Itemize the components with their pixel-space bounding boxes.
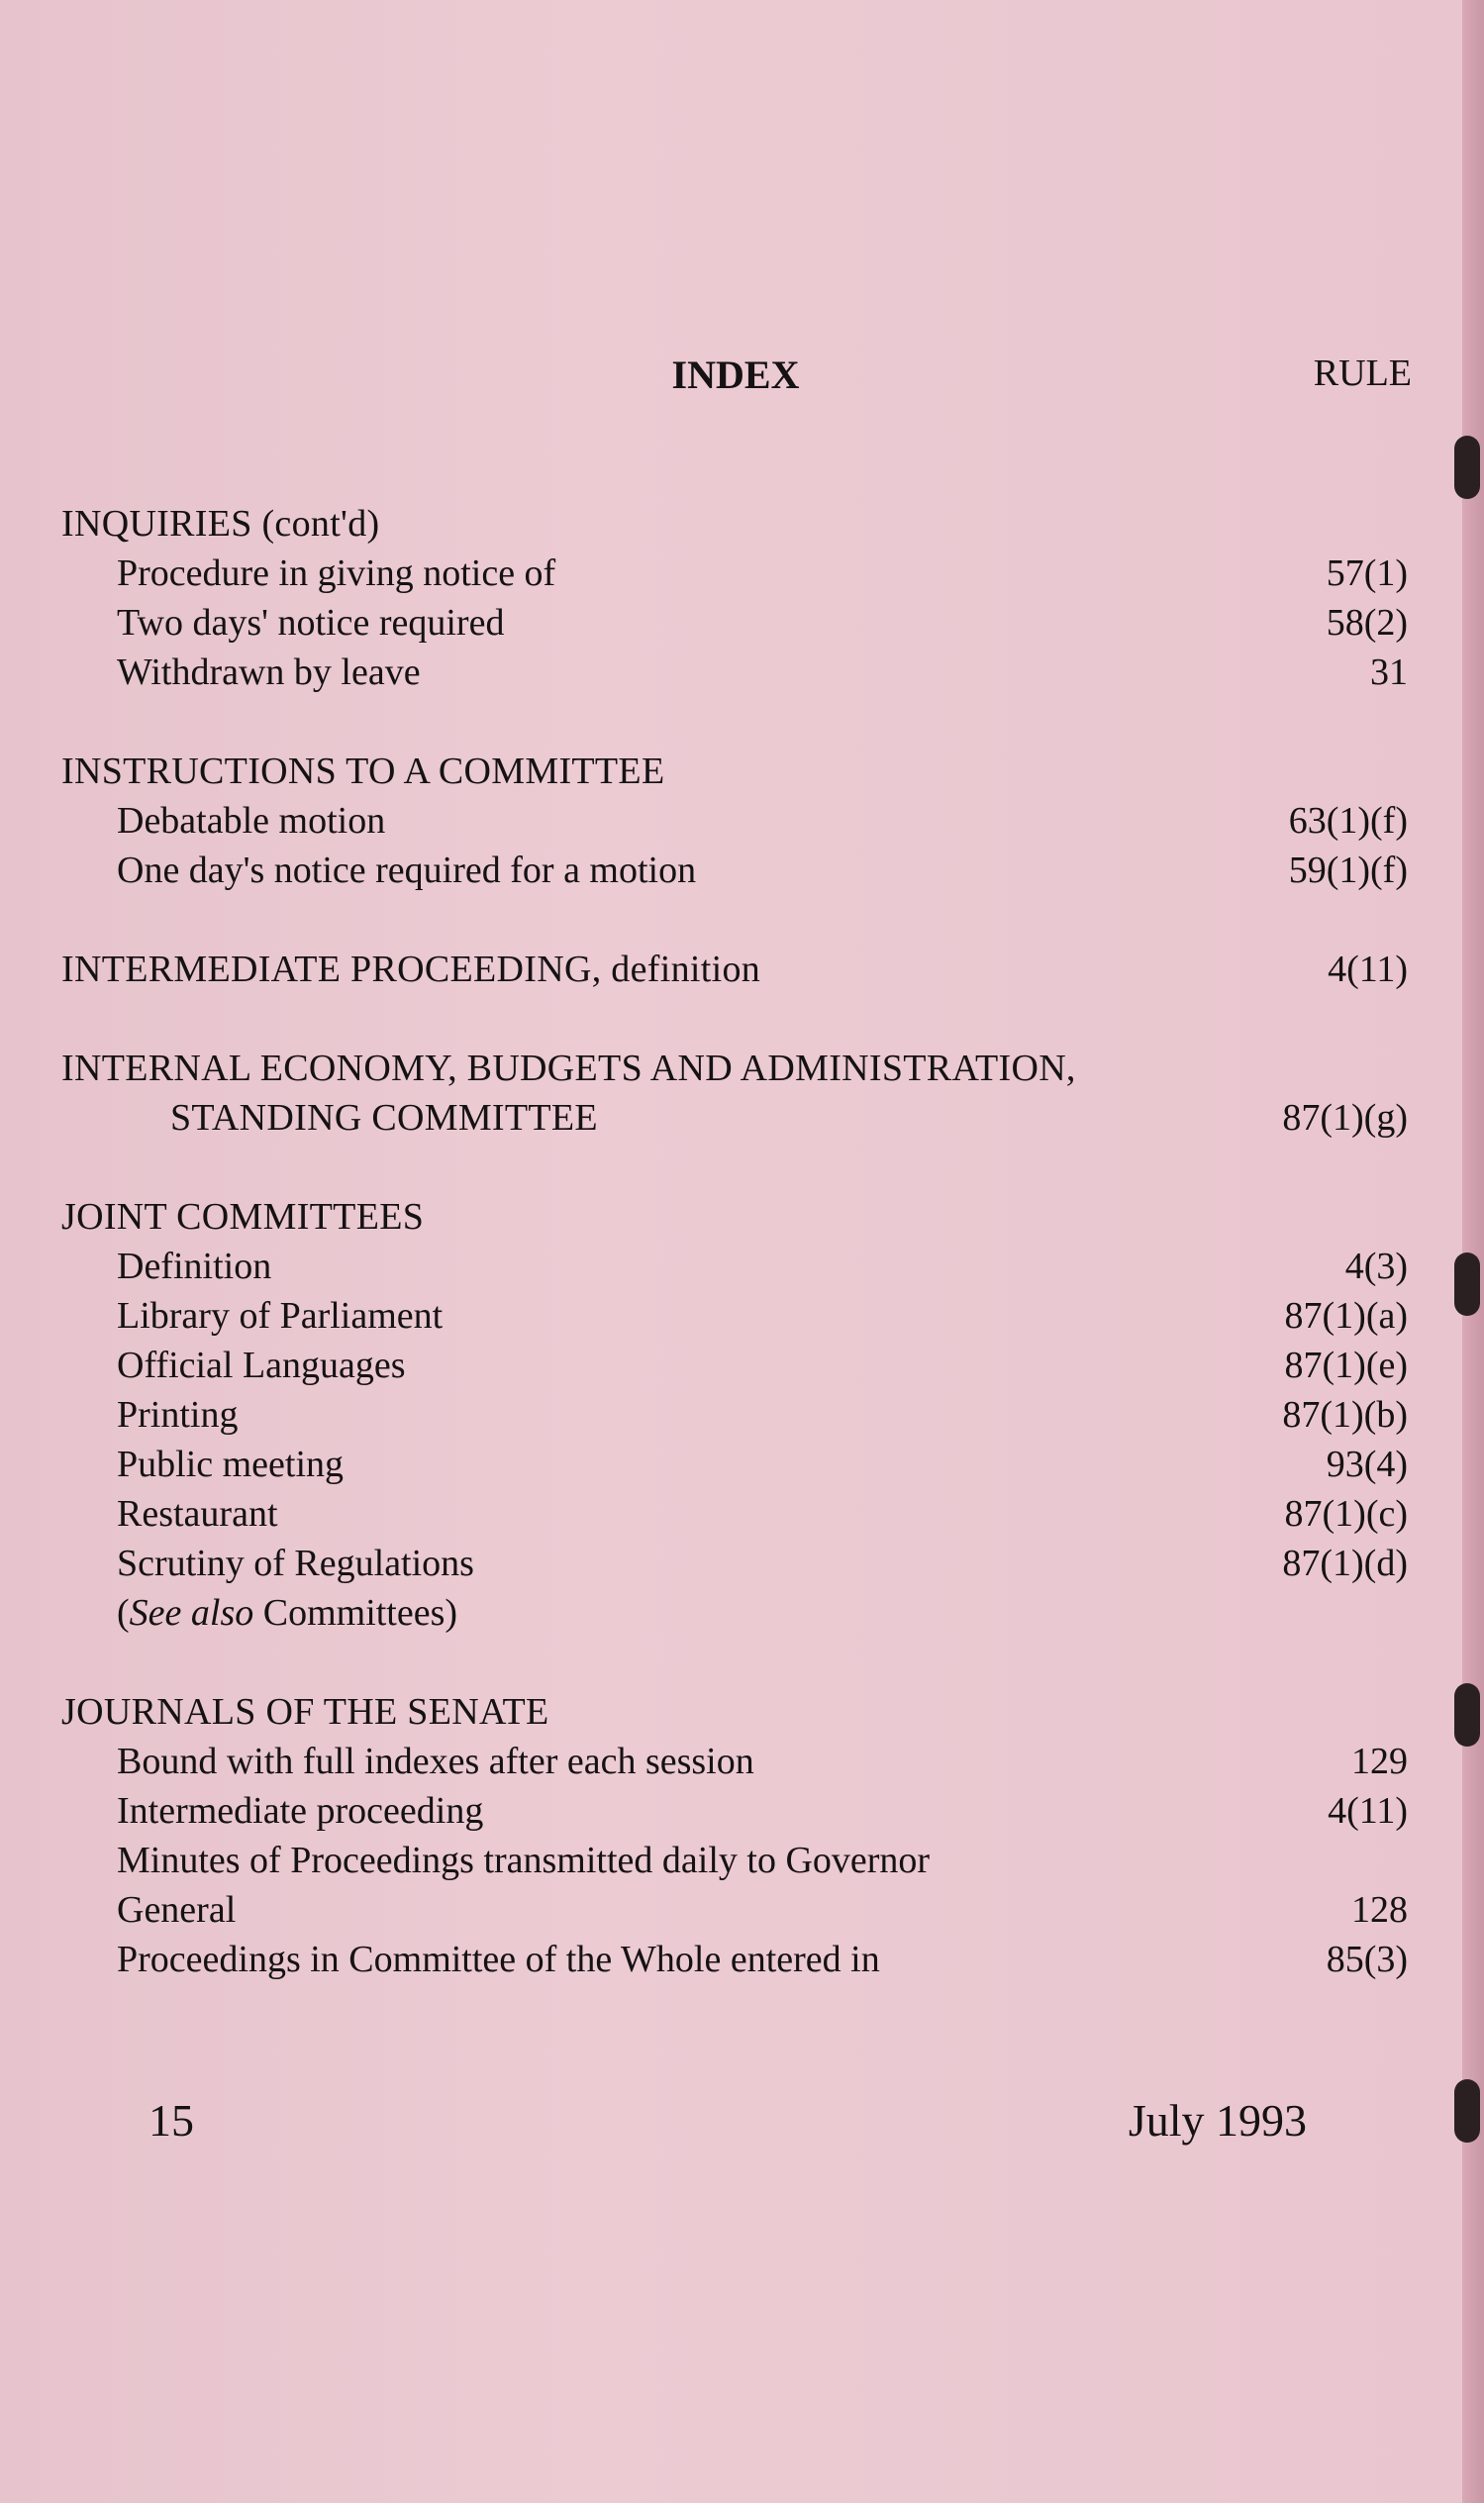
index-entry: [61, 1935, 1408, 1984]
index-section: [61, 945, 1408, 994]
thumb-index-tab: [1454, 1252, 1480, 1316]
rule-number: 93(4): [1326, 1444, 1408, 1485]
entry-text: Restaurant: [117, 1493, 278, 1535]
rule-number: 128: [1351, 1889, 1408, 1931]
index-section: [61, 1044, 1408, 1143]
index-entry: [61, 1440, 1408, 1489]
rule-column-label: RULE: [1313, 352, 1412, 394]
heading-text: JOURNALS OF THE SENATE: [61, 1691, 549, 1733]
index-entry: [61, 598, 1408, 648]
thumb-index-tab: [1454, 1683, 1480, 1747]
index-entry: [61, 1390, 1408, 1440]
index-heading-continued: [61, 1093, 1408, 1143]
index-heading: [61, 945, 1408, 994]
index-entry: [61, 1489, 1408, 1539]
index-heading: [61, 499, 1408, 549]
index-heading: [61, 1192, 1408, 1242]
entry-text: Debatable motion: [117, 800, 386, 842]
index-list: [61, 499, 1408, 2034]
rule-number: 87(1)(b): [1282, 1394, 1408, 1436]
entry-text: One day's notice required for a motion: [117, 850, 697, 891]
entry-text: Intermediate proceeding: [117, 1790, 484, 1832]
see-also-text: (See also Committees): [117, 1592, 458, 1634]
entry-text-continued: General: [117, 1889, 237, 1931]
thumb-index-tab: [1454, 2079, 1480, 2143]
entry-text: Official Languages: [117, 1345, 406, 1386]
index-section: [61, 499, 1408, 697]
entry-text: Printing: [117, 1394, 239, 1436]
index-entry: [61, 1836, 1408, 1885]
see-also-reference: [61, 1588, 1408, 1638]
entry-text: Library of Parliament: [117, 1295, 444, 1337]
index-heading: [61, 1044, 1408, 1093]
index-heading: [61, 747, 1408, 796]
rule-number: 58(2): [1326, 602, 1408, 644]
entry-text: Withdrawn by leave: [117, 651, 421, 693]
entry-text: Public meeting: [117, 1444, 345, 1485]
entry-text: Scrutiny of Regulations: [117, 1543, 474, 1584]
rule-number: 4(3): [1344, 1246, 1408, 1287]
index-heading: [61, 1687, 1408, 1737]
index-section: [61, 1687, 1408, 1984]
rule-number: 31: [1370, 651, 1408, 693]
page-footer: [148, 2094, 1307, 2163]
thumb-index-tab: [1454, 436, 1480, 499]
page-number: 15: [148, 2095, 194, 2146]
index-entry: [61, 1341, 1408, 1390]
heading-text: INQUIRIES (cont'd): [61, 503, 380, 545]
rule-number: 87(1)(c): [1284, 1493, 1408, 1535]
edition-date: July 1993: [1128, 2095, 1307, 2146]
rule-number: 85(3): [1326, 1939, 1408, 1980]
heading-text: INTERNAL ECONOMY, BUDGETS AND ADMINISTRATION,: [61, 1048, 1076, 1089]
page-header: [59, 351, 1412, 411]
index-entry: [61, 796, 1408, 846]
index-section: [61, 747, 1408, 895]
rule-number: 87(1)(e): [1284, 1345, 1408, 1386]
heading-text: INTERMEDIATE PROCEEDING, definition: [61, 949, 761, 990]
index-section: [61, 1192, 1408, 1638]
entry-text: Procedure in giving notice of: [117, 552, 556, 594]
index-entry: [61, 1786, 1408, 1836]
index-entry: [61, 846, 1408, 895]
rule-number: 4(11): [1328, 949, 1408, 990]
see-also-prefix: See also: [129, 1592, 254, 1634]
rule-number: 129: [1351, 1741, 1408, 1782]
entry-text: Definition: [117, 1246, 272, 1287]
heading-text-continued: STANDING COMMITTEE: [170, 1097, 598, 1139]
rule-number: 63(1)(f): [1288, 800, 1408, 842]
rule-number: 4(11): [1328, 1790, 1408, 1832]
heading-text: INSTRUCTIONS TO A COMMITTEE: [61, 751, 665, 792]
index-entry: [61, 1737, 1408, 1786]
entry-text: Bound with full indexes after each session: [117, 1741, 754, 1782]
index-entry: [61, 549, 1408, 598]
rule-number: 87(1)(a): [1284, 1295, 1408, 1337]
rule-number: 87(1)(d): [1282, 1543, 1408, 1584]
index-entry: [61, 1539, 1408, 1588]
index-entry: [61, 648, 1408, 697]
entry-text: Two days' notice required: [117, 602, 505, 644]
entry-text: Proceedings in Committee of the Whole entered in: [117, 1939, 880, 1980]
rule-number: 87(1)(g): [1282, 1097, 1408, 1139]
index-entry: [61, 1291, 1408, 1341]
index-entry-continued: [61, 1885, 1408, 1935]
index-entry: [61, 1242, 1408, 1291]
page-title: INDEX: [671, 352, 800, 397]
rule-number: 59(1)(f): [1288, 850, 1408, 891]
rule-number: 57(1): [1326, 552, 1408, 594]
see-also-target: Committees: [262, 1592, 445, 1634]
heading-text: JOINT COMMITTEES: [61, 1196, 425, 1238]
entry-text: Minutes of Proceedings transmitted daily to Governor: [117, 1840, 931, 1881]
